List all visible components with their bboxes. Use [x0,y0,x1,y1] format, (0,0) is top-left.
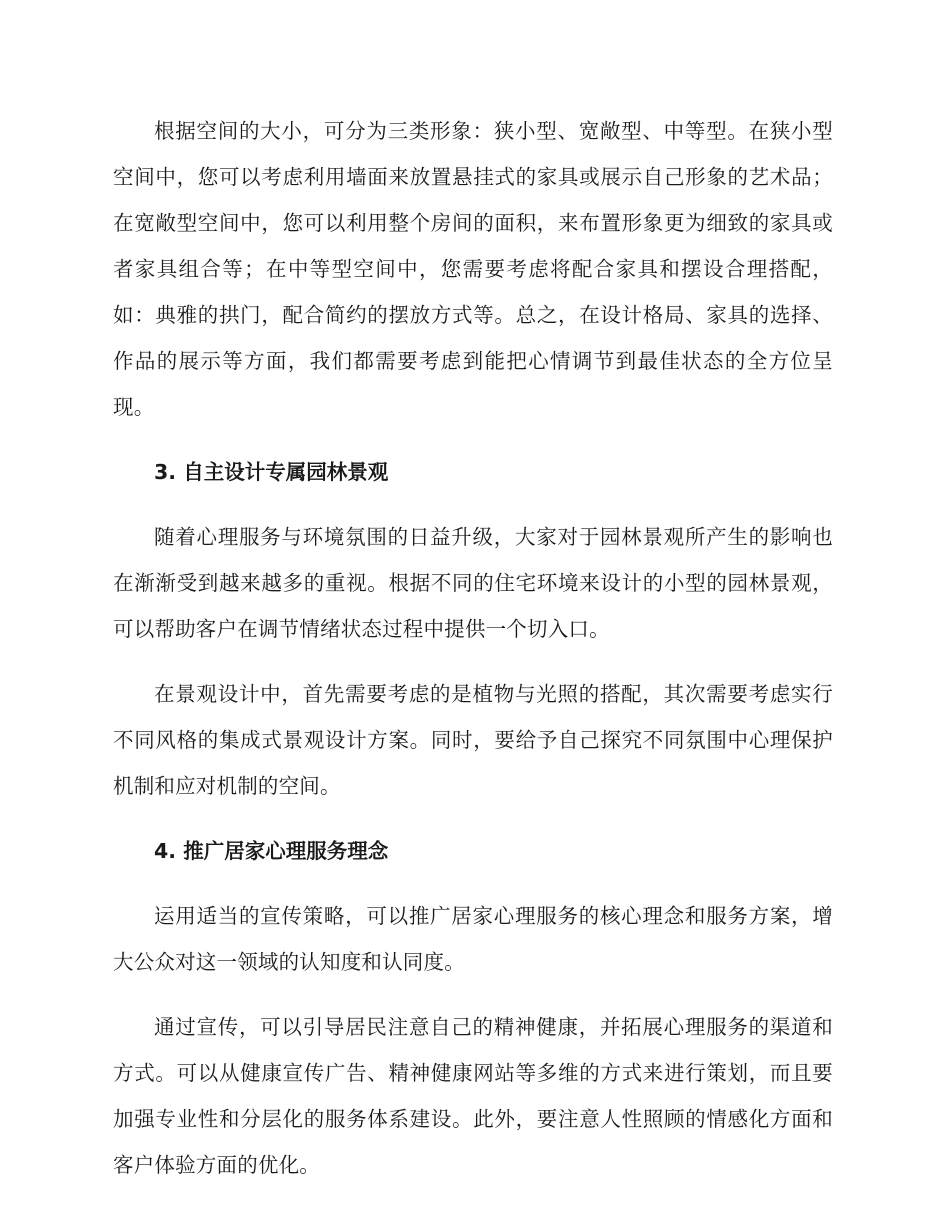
section-heading-garden-landscape: 3. 自主设计专属园林景观 [154,460,389,484]
paragraph-landscape-influence: 随着心理服务与环境氛围的日益升级，大家对于园林景观所产生的影响也在渐渐受到越来越多的重视。根据不同的住宅环境来设计的小型的园林景观，可以帮助客户在调节情绪状态过程中提供一个切入口。 [113,525,833,641]
paragraph-gap [113,430,833,449]
paragraph-gap [113,809,833,828]
section-heading-promote-concept: 4. 推广居家心理服务理念 [154,839,389,863]
paragraph-promotion-channels: 通过宣传，可以引导居民注意自己的精神健康，并拓展心理服务的渠道和方式。可以从健康宣传广告、精神健康网站等多维的方式来进行策划，而且要加强专业性和分层化的服务体系建设。此外，要注意人性照顾的情感化方面和客户体验方面的优化。 [113,1015,833,1177]
paragraph-space-types: 根据空间的大小，可分为三类形象：狭小型、宽敞型、中等型。在狭小型空间中，您可以考虑利用墙面来放置悬挂式的家具或展示自己形象的艺术品；在宽敞型空间中，您可以利用整个房间的面积，来布置形象更为细致的家具或者家具组合等；在中等型空间中，您需要考虑将配合家具和摆设合理搭配，如：典雅的拱门，配合简约的摆放方式等。总之，在设计格局、家具的选择、作品的展示等方面，我们都需要考虑到能把心情调节到最佳状态的全方位呈现。 [113,119,833,419]
paragraph-gap [113,495,833,514]
paragraph-gap [113,874,833,893]
document-body [113,108,833,1188]
paragraph-gap [113,985,833,1004]
paragraph-landscape-design: 在景观设计中，首先需要考虑的是植物与光照的搭配，其次需要考虑实行不同风格的集成式景观设计方案。同时，要给予自己探究不同氛围中心理保护机制和应对机制的空间。 [113,682,833,798]
paragraph-promotion-strategy: 运用适当的宣传策略，可以推广居家心理服务的核心理念和服务方案，增大公众对这一领域的认知度和认同度。 [113,904,833,974]
paragraph-gap [113,652,833,671]
